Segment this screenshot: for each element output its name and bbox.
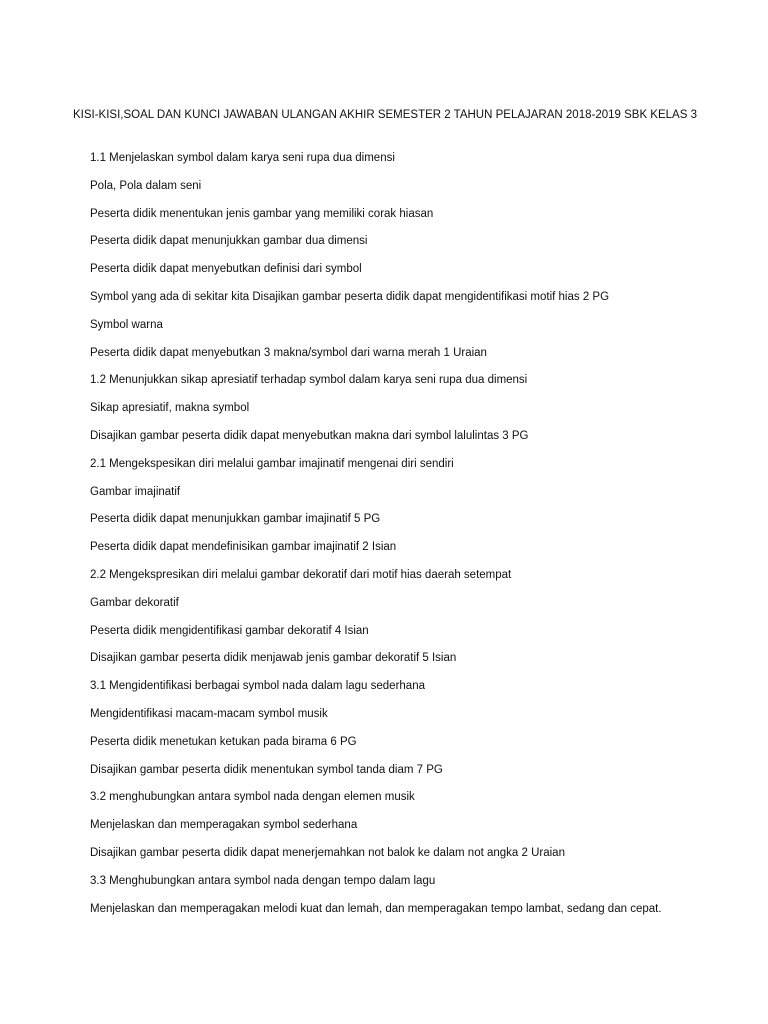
paragraph-line: Menjelaskan dan memperagakan symbol sederhana bbox=[90, 819, 358, 832]
paragraph-line: Peserta didik dapat mendefinisikan gambar imajinatif 2 Isian bbox=[90, 541, 397, 554]
document-body bbox=[90, 150, 690, 928]
paragraph-line: Symbol warna bbox=[90, 318, 163, 331]
paragraph-line: Peserta didik dapat menunjukkan gambar dua dimensi bbox=[90, 235, 368, 248]
paragraph-line: 3.3 Menghubungkan antara symbol nada dengan tempo dalam lagu bbox=[90, 874, 436, 887]
paragraph-line: 3.2 menghubungkan antara symbol nada dengan elemen musik bbox=[90, 791, 415, 804]
paragraph-line: Gambar imajinatif bbox=[90, 485, 181, 498]
paragraph-line: Menjelaskan dan memperagakan melodi kuat dan lemah, dan memperagakan tempo lambat, sedang dan cepat. bbox=[90, 902, 662, 915]
paragraph-line: Gambar dekoratif bbox=[90, 596, 179, 609]
paragraph-line: 3.1 Mengidentifikasi berbagai symbol nada dalam lagu sederhana bbox=[90, 680, 425, 693]
document-title: KISI-KISI,SOAL DAN KUNCI JAWABAN ULANGAN AKHIR SEMESTER 2 TAHUN PELAJARAN 2018-2019 SBK KELAS 3 bbox=[73, 109, 697, 121]
paragraph-line: 1.2 Menunjukkan sikap apresiatif terhadap symbol dalam karya seni rupa dua dimensi bbox=[90, 374, 528, 387]
paragraph-line: Peserta didik menentukan jenis gambar yang memiliki corak hiasan bbox=[90, 207, 434, 220]
paragraph-line: Disajikan gambar peserta didik dapat menerjemahkan not balok ke dalam not angka 2 Uraian bbox=[90, 846, 565, 859]
paragraph-line: Peserta didik menetukan ketukan pada birama 6 PG bbox=[90, 735, 357, 748]
paragraph-line: 2.1 Mengekspesikan diri melalui gambar imajinatif mengenai diri sendiri bbox=[90, 457, 454, 470]
paragraph-line: Peserta didik mengidentifikasi gambar dekoratif 4 Isian bbox=[90, 624, 369, 637]
paragraph-line: Pola, Pola dalam seni bbox=[90, 179, 202, 192]
paragraph-line: Disajikan gambar peserta didik menjawab jenis gambar dekoratif 5 Isian bbox=[90, 652, 457, 665]
paragraph-line: Symbol yang ada di sekitar kita Disajikan gambar peserta didik dapat mengidentifikasi motif hias 2 PG bbox=[90, 290, 610, 303]
paragraph-line: Mengidentifikasi macam-macam symbol musik bbox=[90, 707, 328, 720]
paragraph-line: Peserta didik dapat menyebutkan definisi dari symbol bbox=[90, 263, 362, 276]
paragraph-line: Peserta didik dapat menyebutkan 3 makna/symbol dari warna merah 1 Uraian bbox=[90, 346, 487, 359]
paragraph-line: Sikap apresiatif, makna symbol bbox=[90, 402, 250, 415]
paragraph-line: 2.2 Mengekspresikan diri melalui gambar dekoratif dari motif hias daerah setempat bbox=[90, 568, 512, 581]
paragraph-line: Peserta didik dapat menunjukkan gambar imajinatif 5 PG bbox=[90, 513, 381, 526]
paragraph-line: 1.1 Menjelaskan symbol dalam karya seni rupa dua dimensi bbox=[90, 152, 395, 164]
paragraph-line: Disajikan gambar peserta didik menentukan symbol tanda diam 7 PG bbox=[90, 763, 443, 776]
paragraph-line: Disajikan gambar peserta didik dapat menyebutkan makna dari symbol lalulintas 3 PG bbox=[90, 429, 529, 442]
